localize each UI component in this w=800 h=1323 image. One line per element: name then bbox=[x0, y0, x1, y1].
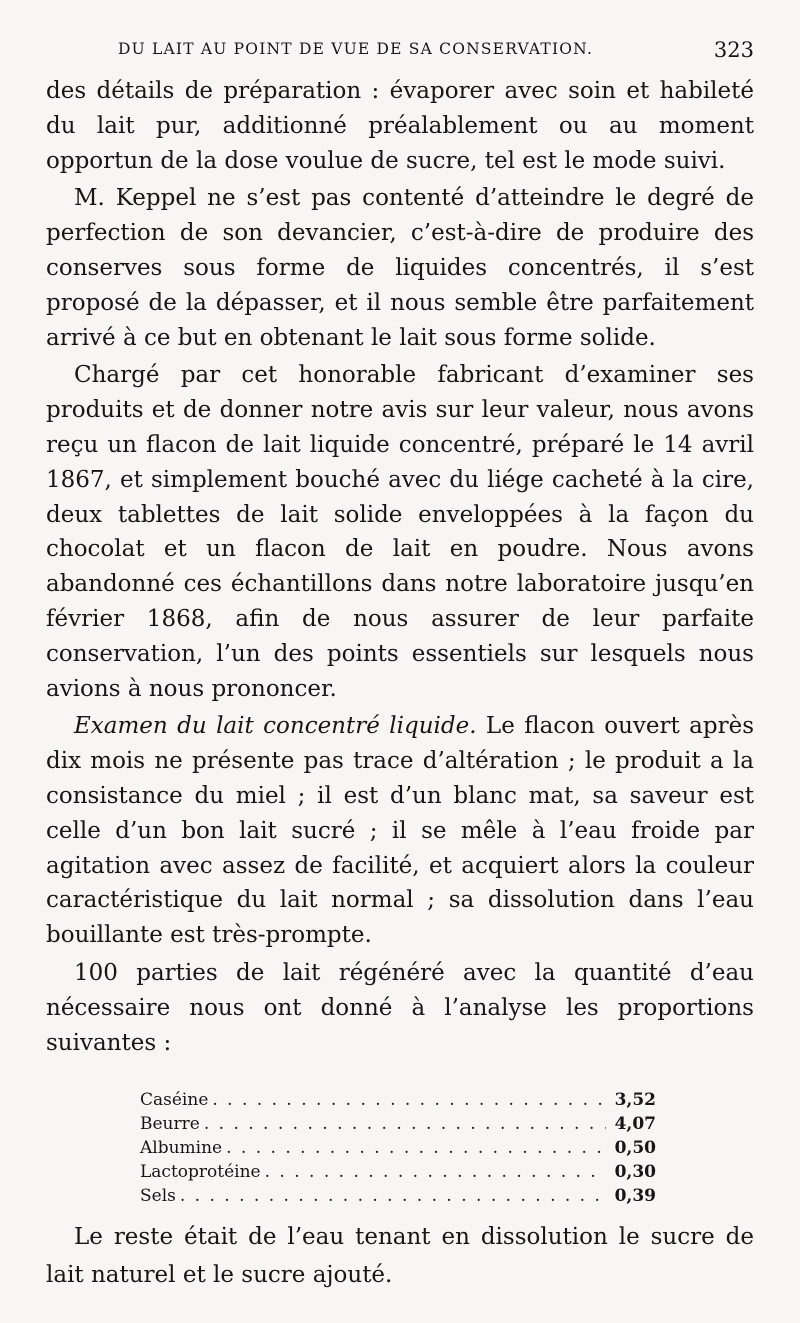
row-value: 0,39 bbox=[614, 1186, 656, 1206]
table-row bbox=[140, 1136, 656, 1160]
row-value: 0,50 bbox=[614, 1138, 656, 1158]
row-label: Caséine bbox=[140, 1090, 209, 1110]
dot-leader bbox=[226, 1136, 606, 1160]
dot-leader bbox=[204, 1112, 606, 1136]
examen-heading: Examen du lait concentré liquide. bbox=[74, 713, 477, 740]
table-row bbox=[140, 1088, 656, 1112]
dot-leader bbox=[265, 1160, 606, 1184]
page-header bbox=[46, 36, 754, 66]
row-label: Albumine bbox=[140, 1138, 223, 1158]
row-value: 4,07 bbox=[614, 1114, 656, 1134]
body-text bbox=[46, 74, 754, 1060]
row-value: 3,52 bbox=[614, 1090, 656, 1110]
table-row bbox=[140, 1160, 656, 1184]
paragraph-samples: Chargé par cet honorable fabricant d’examiner ses produits et de donner notre avis sur leur valeur, nous avons reçu un flacon de lait liquide concentré, préparé le 14 avril 1867, et simplement bouché avec du liége cacheté à la cire, deux tablettes de lait solide enveloppées à la façon du chocolat et un flacon de lait en poudre. Nous avons abandonné ces échantillons dans notre laboratoire jusqu’en février 1868, afin de nous assurer de leur parfaite conservation, l’un des points essentiels sur lesquels nous avions à nous prononcer. bbox=[46, 362, 754, 702]
paragraph-examen bbox=[46, 709, 754, 953]
paragraph-analysis-intro: 100 parties de lait régénéré avec la quantité d’eau nécessaire nous ont donné à l’analyse les proportions suivantes : bbox=[46, 959, 754, 1056]
analysis-table bbox=[140, 1088, 656, 1208]
row-label: Lactoprotéine bbox=[140, 1162, 261, 1182]
row-label: Beurre bbox=[140, 1114, 200, 1134]
row-value: 0,30 bbox=[614, 1162, 656, 1182]
dot-leader bbox=[212, 1088, 606, 1112]
paragraph-closing: Le reste était de l’eau tenant en dissolution le sucre de lait naturel et le sucre ajouté. bbox=[46, 1224, 754, 1288]
examen-text: Le flacon ouvert après dix mois ne présente pas trace d’altération ; le produit a la consistance du miel ; il est d’un blanc mat, sa saveur est celle d’un bon lait sucré ; il se mêle à l’eau froide par agitation avec assez de facilité, et acquiert alors la couleur caractéristique du lait normal ; sa dissolution dans l’eau bouillante est très-prompte. bbox=[46, 713, 754, 949]
dot-leader bbox=[180, 1184, 606, 1208]
table-row bbox=[140, 1112, 656, 1136]
closing-text bbox=[46, 1218, 754, 1294]
running-head: DU LAIT AU POINT DE VUE DE SA CONSERVATION. bbox=[118, 40, 594, 58]
row-label: Sels bbox=[140, 1186, 176, 1206]
table-row bbox=[140, 1184, 656, 1208]
paragraph-keppel: M. Keppel ne s’est pas contenté d’atteindre le degré de perfection de son devancier, c’est-à-dire de produire des conserves sous forme de liquides concentrés, il s’est proposé de la dépasser, et il nous semble être parfaitement arrivé à ce but en obtenant le lait sous forme solide. bbox=[46, 185, 754, 351]
paragraph-continuation: des détails de préparation : évaporer avec soin et habileté du lait pur, additionné préalablement ou au moment opportun de la dose voulue de sucre, tel est le mode suivi. bbox=[46, 78, 754, 174]
page-number: 323 bbox=[713, 38, 754, 62]
